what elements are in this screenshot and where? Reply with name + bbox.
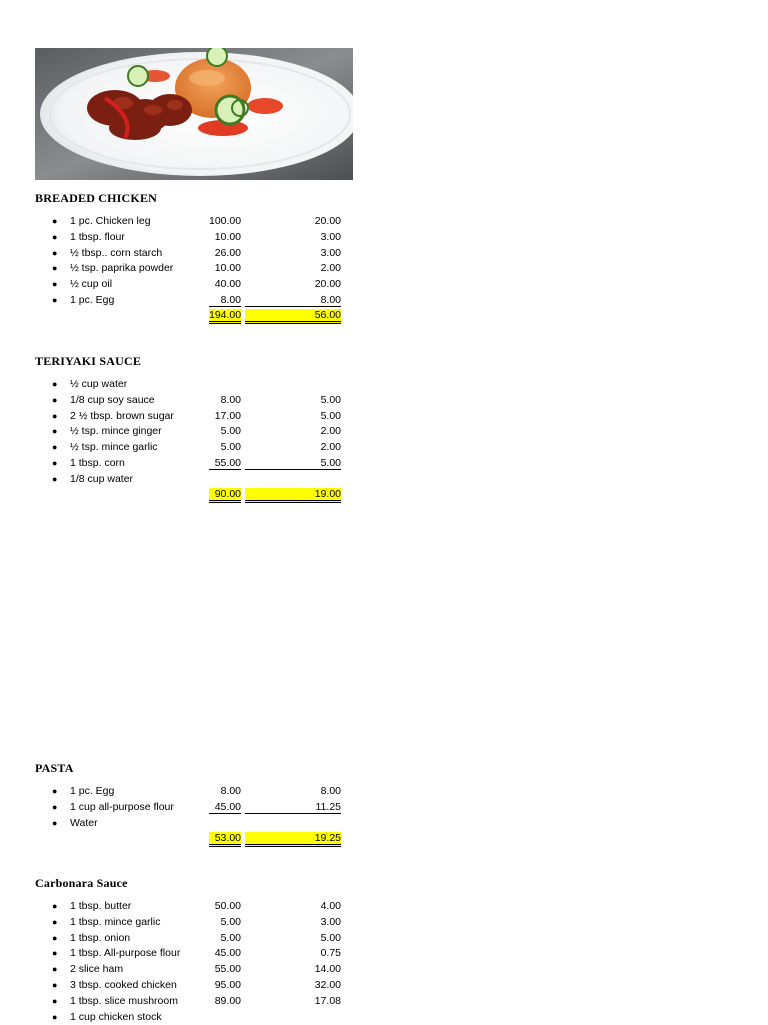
ingredient-qty: 40.00 <box>214 278 241 291</box>
list-item <box>0 246 360 262</box>
ingredient-list-breaded-chicken <box>0 214 360 309</box>
bullet-icon: ● <box>52 410 58 421</box>
list-item <box>0 1010 360 1025</box>
ingredient-name: ½ cup oil <box>70 278 113 291</box>
bullet-icon: ● <box>52 1011 58 1022</box>
list-item <box>0 915 360 931</box>
list-item <box>0 994 360 1010</box>
underline <box>245 306 341 307</box>
list-item <box>0 962 360 978</box>
ingredient-qty: 8.00 <box>220 393 241 406</box>
list-item <box>0 393 360 409</box>
list-item <box>0 816 360 832</box>
ingredient-name: 1/8 cup water <box>70 472 134 485</box>
ingredient-list-pasta <box>0 784 360 831</box>
bullet-icon: ● <box>52 817 58 828</box>
total-row-pasta <box>0 832 360 845</box>
plated-food-photo <box>35 48 353 180</box>
ingredient-list-teriyaki-sauce <box>0 377 360 488</box>
bullet-icon: ● <box>52 426 58 437</box>
list-item <box>0 214 360 230</box>
underline <box>209 469 241 470</box>
bullet-icon: ● <box>52 948 58 959</box>
ingredient-cost: 3.00 <box>320 246 341 259</box>
ingredient-qty: 45.00 <box>214 800 241 813</box>
bullet-icon: ● <box>52 995 58 1006</box>
ingredient-cost: 14.00 <box>314 963 341 976</box>
ingredient-cost: 2.00 <box>320 425 341 438</box>
ingredient-cost: 5.00 <box>320 393 341 406</box>
ingredient-name: 1 tbsp. butter <box>70 900 132 912</box>
list-item <box>0 440 360 456</box>
ingredient-qty: 45.00 <box>214 947 241 960</box>
ingredient-cost: 0.75 <box>320 947 341 960</box>
ingredient-name: 1 pc. Chicken leg <box>70 215 151 227</box>
bullet-icon: ● <box>52 379 58 389</box>
ingredient-qty: 10.00 <box>214 262 241 275</box>
underline <box>209 813 241 814</box>
ingredient-cost: 2.00 <box>320 441 341 454</box>
total-cost: 19.00 <box>245 488 341 503</box>
ingredient-qty: 5.00 <box>220 931 241 944</box>
bullet-icon: ● <box>52 457 58 468</box>
ingredient-qty: 5.00 <box>220 441 241 454</box>
bullet-icon: ● <box>52 801 58 812</box>
total-row-breaded-chicken <box>0 309 360 322</box>
ingredient-qty: 17.00 <box>214 409 241 422</box>
ingredient-cost: 4.00 <box>320 900 341 912</box>
bullet-icon: ● <box>52 294 58 305</box>
bullet-icon: ● <box>52 263 58 274</box>
bullet-icon: ● <box>52 786 58 796</box>
ingredient-name: 1 tbsp. flour <box>70 230 125 243</box>
list-item <box>0 946 360 962</box>
total-row-teriyaki-sauce <box>0 488 360 501</box>
underline <box>209 306 241 307</box>
ingredient-name: 1 tbsp. onion <box>70 931 131 944</box>
ingredient-qty: 55.00 <box>214 456 241 469</box>
bullet-icon: ● <box>52 394 58 405</box>
list-item <box>0 377 360 393</box>
total-qty: 53.00 <box>209 832 241 847</box>
ingredient-qty: 95.00 <box>214 978 241 991</box>
ingredient-name: 1 pc. Egg <box>70 293 115 306</box>
ingredient-qty: 8.00 <box>220 293 241 306</box>
total-qty: 194.00 <box>209 309 241 324</box>
ingredient-cost: 2.00 <box>320 262 341 275</box>
ingredient-cost: 5.00 <box>320 409 341 422</box>
section-title-teriyaki-sauce: TERIYAKI SAUCE <box>35 354 142 368</box>
ingredient-name: ½ tbsp.. corn starch <box>70 246 163 259</box>
ingredient-qty: 10.00 <box>214 230 241 243</box>
underline <box>245 813 341 814</box>
bullet-icon: ● <box>52 932 58 943</box>
section-title-pasta: PASTA <box>35 761 74 775</box>
list-item <box>0 261 360 277</box>
ingredient-cost: 5.00 <box>320 456 341 469</box>
bullet-icon: ● <box>52 916 58 927</box>
bullet-icon: ● <box>52 216 58 226</box>
ingredient-qty: 5.00 <box>220 425 241 438</box>
list-item <box>0 931 360 947</box>
ingredient-cost: 17.08 <box>314 994 341 1007</box>
total-qty: 90.00 <box>209 488 241 503</box>
list-item <box>0 784 360 800</box>
bullet-icon: ● <box>52 231 58 242</box>
bullet-icon: ● <box>52 901 58 911</box>
ingredient-cost: 5.00 <box>320 931 341 944</box>
bullet-icon: ● <box>52 473 58 484</box>
ingredient-qty: 5.00 <box>220 915 241 928</box>
ingredient-name: 1/8 cup soy sauce <box>70 393 155 406</box>
ingredient-name: ½ tsp. paprika powder <box>70 262 174 275</box>
ingredient-cost: 32.00 <box>314 978 341 991</box>
section-title-carbonara-sauce: Carbonara Sauce <box>35 876 128 890</box>
ingredient-cost: 20.00 <box>314 215 341 227</box>
list-item <box>0 472 360 488</box>
food-photo <box>35 48 353 180</box>
ingredient-qty: 50.00 <box>214 900 241 912</box>
bullet-icon: ● <box>52 247 58 258</box>
bullet-icon: ● <box>52 979 58 990</box>
ingredient-name: 2 slice ham <box>70 963 124 976</box>
section-title-breaded-chicken: BREADED CHICKEN <box>35 191 158 205</box>
list-item <box>0 409 360 425</box>
ingredient-name: 3 tbsp. cooked chicken <box>70 978 177 991</box>
ingredient-qty: 55.00 <box>214 963 241 976</box>
ingredient-cost: 3.00 <box>320 915 341 928</box>
ingredient-name: Water <box>70 816 98 829</box>
ingredient-cost: 11.25 <box>315 800 341 813</box>
bullet-icon: ● <box>52 442 58 453</box>
ingredient-qty: 26.00 <box>214 246 241 259</box>
ingredient-qty: 89.00 <box>214 994 241 1007</box>
ingredient-cost: 8.00 <box>320 293 341 306</box>
ingredient-name: ½ tsp. mince garlic <box>70 441 158 454</box>
ingredient-name: 2 ½ tbsp. brown sugar <box>70 409 174 422</box>
ingredient-name: ½ cup water <box>70 378 128 390</box>
list-item <box>0 230 360 246</box>
underline <box>245 469 341 470</box>
ingredient-cost: 20.00 <box>314 278 341 291</box>
ingredient-qty: 100.00 <box>209 215 242 227</box>
ingredient-list-carbonara-sauce <box>0 899 360 1025</box>
ingredient-name: 1 tbsp. mince garlic <box>70 915 161 928</box>
list-item <box>0 277 360 293</box>
ingredient-name: 1 pc. Egg <box>70 785 115 797</box>
list-item <box>0 899 360 915</box>
ingredient-name: 1 tbsp. corn <box>70 456 125 469</box>
total-cost: 56.00 <box>245 309 341 324</box>
ingredient-name: 1 tbsp. slice mushroom <box>70 994 178 1007</box>
list-item <box>0 978 360 994</box>
ingredient-qty: 8.00 <box>220 785 241 797</box>
ingredient-name: 1 cup chicken stock <box>70 1010 162 1023</box>
ingredient-cost: 8.00 <box>320 785 341 797</box>
bullet-icon: ● <box>52 964 58 975</box>
list-item <box>0 424 360 440</box>
total-cost: 19.25 <box>245 832 341 847</box>
ingredient-name: 1 tbsp. All-purpose flour <box>70 947 181 960</box>
bullet-icon: ● <box>52 279 58 290</box>
ingredient-cost: 3.00 <box>320 230 341 243</box>
ingredient-name: 1 cup all-purpose flour <box>70 800 174 813</box>
ingredient-name: ½ tsp. mince ginger <box>70 425 162 438</box>
